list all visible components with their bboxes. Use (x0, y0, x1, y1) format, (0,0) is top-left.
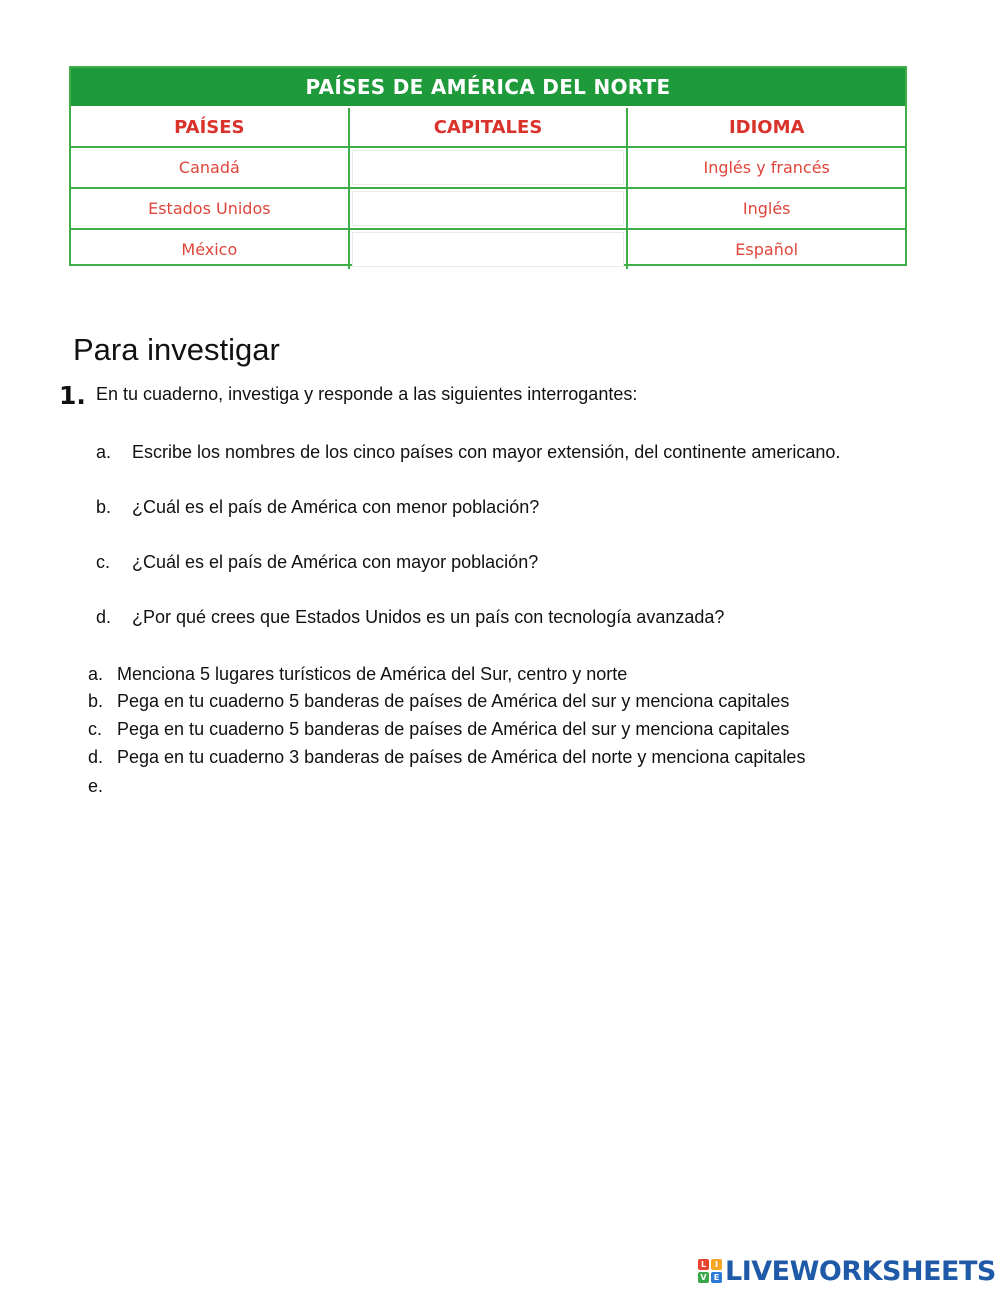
item-text: Pega en tu cuaderno 5 banderas de países de América del sur y menciona capitales (117, 691, 790, 711)
item-letter: b. (96, 497, 112, 517)
logo-letter: V (698, 1272, 709, 1283)
language-cell: Inglés (626, 189, 905, 228)
item-text: ¿Cuál es el país de América con menor población? (132, 497, 540, 517)
item-letter: d. (88, 747, 104, 767)
item-letter: b. (88, 691, 104, 711)
table-row (71, 146, 905, 187)
question-prompt: En tu cuaderno, investiga y responde a las siguientes interrogantes: (96, 384, 638, 404)
logo-letter: I (711, 1259, 722, 1270)
logo-squares-icon (698, 1259, 722, 1283)
liveworksheets-logo (698, 1255, 996, 1287)
section-title: Para investigar (73, 332, 280, 367)
language-cell: Inglés y francés (626, 148, 905, 187)
header-capitals: CAPITALES (348, 108, 627, 146)
table-title: PAÍSES DE AMÉRICA DEL NORTE (71, 68, 905, 106)
item-text: ¿Por qué crees que Estados Unidos es un país con tecnología avanzada? (132, 607, 725, 627)
logo-letter: E (711, 1272, 722, 1283)
item-letter: a. (88, 664, 104, 684)
item-letter: e. (88, 776, 104, 796)
capital-cell (348, 189, 627, 228)
capital-input-usa[interactable] (352, 191, 624, 226)
north-america-table (69, 66, 907, 266)
item-text: ¿Cuál es el país de América con mayor población? (132, 552, 539, 572)
question-number: 1. (59, 381, 86, 410)
item-text: Pega en tu cuaderno 3 banderas de países de América del norte y menciona capitales (117, 747, 806, 767)
item-text: Menciona 5 lugares turísticos de América del Sur, centro y norte (117, 664, 628, 684)
item-letter: c. (88, 719, 103, 739)
logo-letter: L (698, 1259, 709, 1270)
country-cell: Canadá (178, 158, 240, 177)
capital-input-canada[interactable] (352, 150, 624, 185)
item-letter: c. (96, 552, 111, 572)
header-countries: PAÍSES (174, 116, 245, 138)
table-row (71, 228, 905, 269)
header-language: IDIOMA (626, 108, 905, 146)
item-letter: a. (96, 442, 112, 462)
country-cell: Estados Unidos (148, 199, 271, 218)
item-letter: d. (96, 607, 112, 627)
capital-cell (348, 148, 627, 187)
country-cell: México (181, 240, 238, 259)
item-text: Pega en tu cuaderno 5 banderas de países de América del sur y menciona capitales (117, 719, 790, 739)
logo-text: LIVEWORKSHEETS (725, 1255, 996, 1287)
capital-cell (348, 230, 627, 269)
table-header-row (71, 106, 905, 146)
table-row (71, 187, 905, 228)
item-text: Escribe los nombres de los cinco países con mayor extensión, del continente americano. (132, 442, 841, 462)
language-cell: Español (626, 230, 905, 269)
capital-input-mexico[interactable] (352, 232, 624, 267)
